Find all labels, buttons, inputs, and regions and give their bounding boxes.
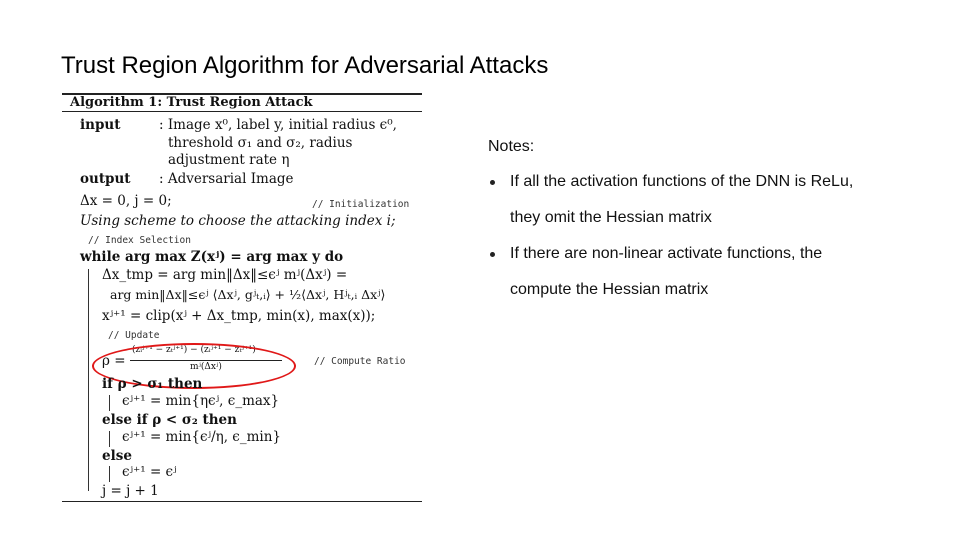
slide-title: Trust Region Algorithm for Adversarial Attacks xyxy=(61,52,549,79)
eps-up-line: ϵʲ⁺¹ = min{ηϵʲ, ϵ_max} xyxy=(122,393,280,409)
note-2-line-2: compute the Hessian matrix xyxy=(510,281,709,298)
while-bar xyxy=(88,269,89,491)
init-line: Δx = 0, j = 0; xyxy=(80,193,172,209)
input-line-1: : Image x⁰, label y, initial radius ϵ⁰, xyxy=(159,117,397,133)
else-if-line: else if ρ < σ₂ then xyxy=(102,412,237,428)
else-line: else xyxy=(102,448,132,464)
ratio-comment: // Compute Ratio xyxy=(314,356,406,367)
note-1-line-2: they omit the Hessian matrix xyxy=(510,209,712,226)
rho-lhs: ρ = xyxy=(102,353,126,369)
update-comment: // Update xyxy=(108,330,160,341)
caption-rule xyxy=(62,111,422,112)
input-line-3: adjustment rate η xyxy=(168,152,290,168)
input-label: input xyxy=(80,117,121,133)
bullet-2 xyxy=(490,252,495,257)
algorithm-box xyxy=(62,93,422,503)
input-line-2: threshold σ₁ and σ₂, radius xyxy=(168,135,353,151)
dx-tmp-line: Δx_tmp = arg min‖Δx‖≤ϵʲ mʲ(Δxʲ) = xyxy=(102,267,348,283)
output-label: output xyxy=(80,171,131,187)
index-comment: // Index Selection xyxy=(88,235,191,246)
eps-same-line: ϵʲ⁺¹ = ϵʲ xyxy=(122,464,177,480)
else-if-bar xyxy=(109,431,110,447)
bullet-1 xyxy=(490,180,495,185)
notes-heading: Notes: xyxy=(488,138,535,155)
if-line: if ρ > σ₁ then xyxy=(102,376,203,392)
argmin-line: arg min‖Δx‖≤ϵʲ ⟨Δxʲ, gʲₜ,ᵢ⟩ + ½⟨Δxʲ, Hʲₜ,ᵢ Δxʲ⟩ xyxy=(110,287,386,302)
if-bar xyxy=(109,395,110,411)
init-comment: // Initialization xyxy=(312,199,410,210)
algorithm-caption: Algorithm 1: Trust Region Attack xyxy=(70,95,313,110)
else-bar xyxy=(109,466,110,482)
rho-denominator: mʲ(Δxʲ) xyxy=(190,362,222,372)
eps-down-line: ϵʲ⁺¹ = min{ϵʲ/η, ϵ_min} xyxy=(122,429,282,445)
note-1-line-1: If all the activation functions of the DNN is ReLu, xyxy=(510,173,854,190)
scheme-line: Using scheme to choose the attacking index i; xyxy=(80,213,396,229)
while-line: while arg max Z(xʲ) = arg max y do xyxy=(80,249,344,265)
note-2-line-1: If there are non-linear activate functions, the xyxy=(510,245,823,262)
output-line: : Adversarial Image xyxy=(159,171,294,187)
bottom-rule xyxy=(62,501,422,502)
clip-line: xʲ⁺¹ = clip(xʲ + Δx_tmp, min(x), max(x)); xyxy=(102,308,376,324)
increment-line: j = j + 1 xyxy=(102,483,159,499)
rho-numerator: (zᵢʲ⁺¹ − zₜʲ⁺¹) − (zᵢʲ⁺¹ − zₜʲ⁺¹) xyxy=(132,345,256,355)
